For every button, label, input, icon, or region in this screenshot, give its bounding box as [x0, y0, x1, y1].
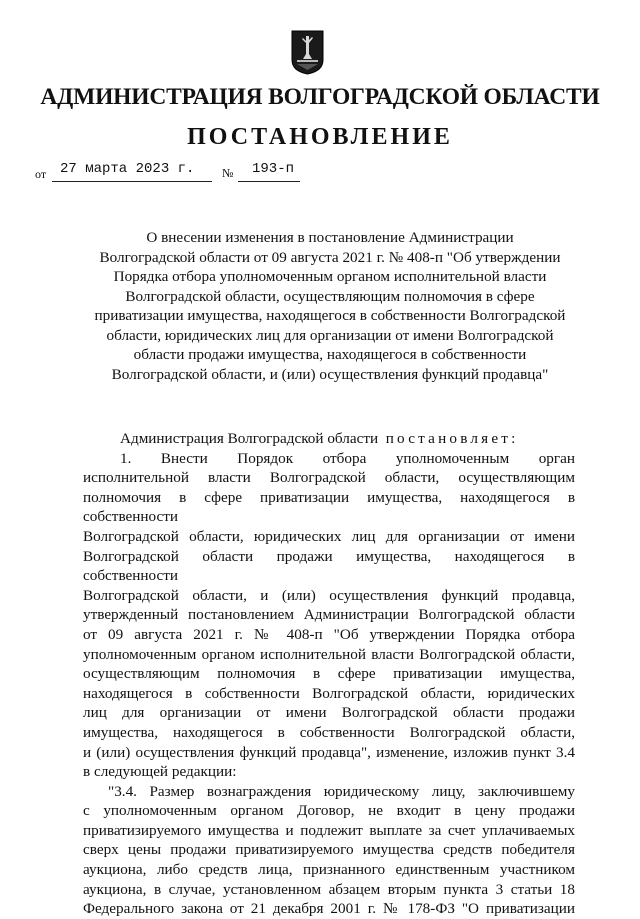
- subject-line: Порядка отбора уполномоченным органом исполнительной власти: [113, 268, 547, 285]
- document-type-title: ПОСТАНОВЛЕНИЕ: [187, 124, 453, 150]
- date-prefix: от: [35, 167, 47, 181]
- body-line: утвержденный постановлением Администрации Волгоградской области: [83, 606, 575, 624]
- body-line: полномочия в сфере приватизации имущества, находящегося в собственности: [83, 488, 575, 526]
- preamble-verb: постановляет:: [385, 430, 519, 447]
- body-line: и (или) осуществления функций продавца", изменение, изложив пункт 3.4: [83, 743, 575, 761]
- preamble-start: Администрация Волгоградской области: [120, 430, 379, 447]
- document-date: 27 марта 2023 г.: [60, 161, 195, 177]
- subject-line: приватизации имущества, находящегося в собственности Волгоградской: [94, 307, 566, 324]
- body-line: приватизируемого имущества и подлежит выплате за счет уплачиваемых: [83, 821, 575, 839]
- subject-line: области продажи имущества, находящегося в собственности: [133, 346, 527, 363]
- body-line: уполномоченным органом исполнительной власти Волгоградской области,: [83, 645, 575, 663]
- body-line: в следующей редакции:: [83, 763, 237, 781]
- body-line: "3.4. Размер вознаграждения юридическому лицу, заключившему: [108, 782, 575, 800]
- subject-line: Волгоградской области от 09 августа 2021 г. № 408-п "Об утверждении: [99, 248, 561, 266]
- number-underline: [238, 181, 300, 182]
- document-subject: [60, 228, 600, 384]
- organization-title: АДМИНИСТРАЦИЯ ВОЛГОГРАДСКОЙ ОБЛАСТИ: [40, 84, 600, 110]
- body-line: лиц для организации от имени Волгоградской области продажи: [83, 704, 575, 722]
- body-line: исполнительной власти Волгоградской области, осуществляющим: [83, 469, 575, 487]
- body-line: Федерального закона от 21 декабря 2001 г. № 178-ФЗ "О приватизации: [83, 900, 575, 918]
- coat-of-arms-emblem: [291, 30, 324, 75]
- body-line: находящегося в собственности Волгоградской области, юридических: [83, 684, 575, 702]
- subject-line: области, юридических лиц для организации от имени Волгоградской: [106, 326, 554, 344]
- body-line: осуществляющим полномочия в сфере приватизации имущества,: [83, 665, 575, 683]
- document-body: [83, 429, 575, 919]
- body-line: Волгоградской области продажи имущества, находящегося в собственности: [83, 547, 575, 585]
- subject-line: Волгоградской области, и (или) осуществления функций продавца": [111, 365, 549, 383]
- subject-line: Волгоградской области, осуществляющим полномочия в сфере: [125, 287, 535, 305]
- number-prefix: №: [222, 166, 234, 180]
- subject-line: О внесении изменения в постановление Администрации: [146, 229, 514, 246]
- body-line: 1. Внести Порядок отбора уполномоченным орган: [120, 449, 575, 467]
- body-line: от 09 августа 2021 г. № 408-п "Об утверждении Порядка отбора: [83, 625, 575, 643]
- body-line: с уполномоченным органом Договор, не входит в цену продажи: [83, 802, 575, 820]
- body-line: аукциона, либо средств лица, признанного единственным участником: [83, 861, 575, 879]
- document-number: 193-п: [252, 161, 295, 177]
- body-line: имущества, находящегося в собственности Волгоградской области,: [83, 723, 575, 741]
- body-line: Волгоградской области, и (или) осуществления функций продавца,: [83, 586, 575, 604]
- body-line: аукциона, в случае, установленном абзацем вторым пункта 3 статьи 18: [83, 880, 575, 898]
- preamble: [83, 429, 575, 449]
- date-underline: [52, 181, 212, 182]
- body-line: Волгоградской области, юридических лиц для организации от имени: [83, 527, 575, 545]
- body-line: сверх цены продажи приватизируемого имущества средств победителя: [83, 841, 575, 859]
